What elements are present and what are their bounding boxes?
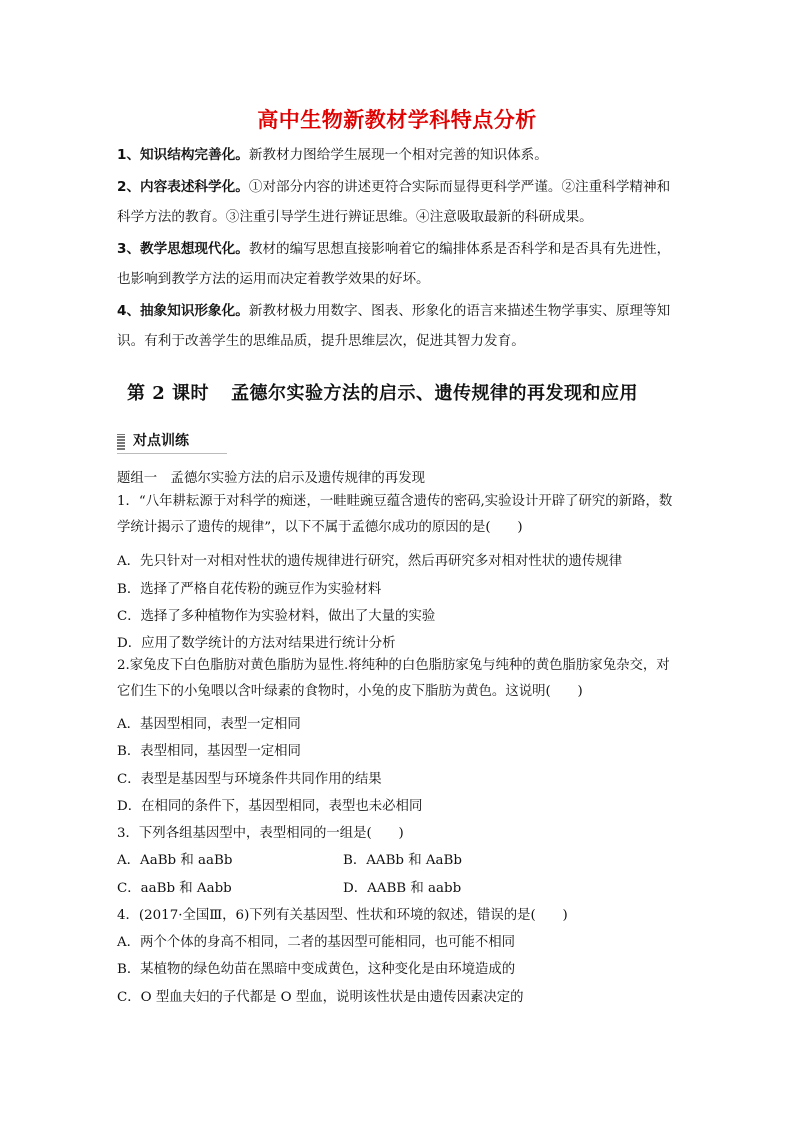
section-divider [117, 453, 227, 454]
lesson-name: 孟德尔实验方法的启示、遗传规律的再发现和应用 [231, 383, 639, 404]
question-4-option-b: B．某植物的绿色幼苗在黑暗中变成黄色，这种变化是由环境造成的 [117, 962, 516, 977]
lesson-number: 第 2 课时 [127, 383, 210, 404]
feature-text: 教材的编写思想直接影响着它的编排体系是否科学和是否具有先进性，也影响到教学方法的运用而决定着教学效果的好坏。 [117, 241, 671, 287]
question-2-option-b: B．表型相同，基因型一定相同 [117, 744, 301, 759]
feature-label: 2、内容表述科学化。 [117, 179, 249, 195]
question-1-option-a: A．先只针对一对相对性状的遗传规律进行研究，然后再研究多对相对性状的遗传规律 [117, 554, 623, 569]
question-3-option-b: B．AABb 和 AaBb [343, 853, 462, 868]
section-label: 对点训练 [133, 433, 189, 449]
question-4-option-a: A．两个个体的身高不相同，二者的基因型可能相同，也可能不相同 [117, 935, 515, 950]
feature-text: 新教材力图给学生展现一个相对完善的知识体系。 [248, 147, 548, 163]
feature-text: 新教材极力用数字、图表、形象化的语言来描述生物学事实、原理等知识。有利于改善学生的思维品质，提升思维层次，促进其智力发育。 [117, 303, 671, 349]
question-3-option-d: D．AABB 和 aabb [343, 881, 462, 896]
feature-label: 4、抽象知识形象化。 [117, 303, 249, 319]
feature-label: 3、教学思想现代化。 [117, 241, 249, 257]
question-4-stem: 4．(2017·全国Ⅲ，6)下列有关基因型、性状和环境的叙述，错误的是( ) [117, 908, 568, 923]
question-3-stem: 3．下列各组基因型中，表型相同的一组是( ) [117, 826, 404, 841]
feature-item-4 [117, 296, 679, 356]
question-2-option-c: C．表型是基因型与环境条件共同作用的结果 [117, 772, 382, 787]
question-1-option-c: C．选择了多种植物作为实验材料，做出了大量的实验 [117, 609, 436, 624]
question-3-option-c: C．aaBb 和 Aabb [117, 881, 232, 896]
question-1-option-d: D．应用了数学统计的方法对结果进行统计分析 [117, 636, 396, 651]
feature-item-3 [117, 234, 679, 294]
question-1-stem: 1．“八年耕耘源于对科学的痴迷，一畦畦豌豆蕴含遗传的密码,实验设计开辟了研究的新路，数学统计揭示了遗传的规律”，以下不属于孟德尔成功的原因的是( ) [117, 494, 673, 535]
page-title: 高中生物新教材学科特点分析 [257, 108, 537, 132]
question-2-option-a: A．基因型相同，表型一定相同 [117, 717, 301, 732]
question-2-stem: 2.家兔皮下白色脂肪对黄色脂肪为显性.将纯种的白色脂肪家兔与纯种的黄色脂肪家兔杂交，对它们生下的小兔喂以含叶绿素的食物时，小兔的皮下脂肪为黄色。这说明( ) [117, 658, 670, 699]
section-marker-icon [117, 434, 125, 450]
lesson-title [127, 379, 638, 405]
question-group-title: 题组一 孟德尔实验方法的启示及遗传规律的再发现 [117, 471, 425, 486]
question-2-option-d: D．在相同的条件下，基因型相同，表型也未必相同 [117, 799, 423, 814]
question-4-option-c: C．O 型血夫妇的子代都是 O 型血，说明该性状是由遗传因素决定的 [117, 990, 524, 1005]
section-heading [117, 428, 317, 452]
feature-label: 1、知识结构完善化。 [117, 147, 249, 163]
feature-item-1 [117, 140, 679, 170]
feature-item-2 [117, 172, 679, 232]
question-1-option-b: B．选择了严格自花传粉的豌豆作为实验材料 [117, 582, 382, 597]
feature-text: ①对部分内容的讲述更符合实际而显得更科学严谨。②注重科学精神和科学方法的教育。③注重引导学生进行辨证思维。④注意吸取最新的科研成果。 [117, 179, 671, 225]
question-3-option-a: A．AaBb 和 aaBb [117, 853, 233, 868]
